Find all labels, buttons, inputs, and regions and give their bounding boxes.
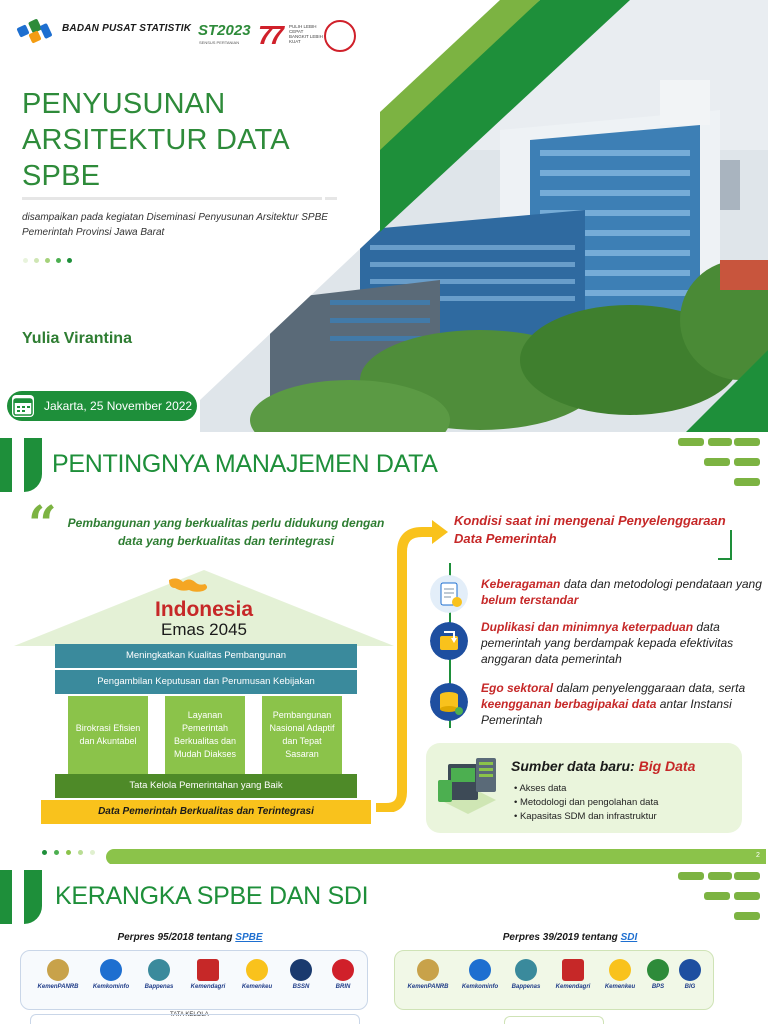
agency-label: KemenPANRB bbox=[37, 984, 79, 990]
big-data-highlight: Big Data bbox=[638, 758, 696, 774]
agency-logo bbox=[33, 959, 83, 990]
importance-slide bbox=[0, 432, 768, 864]
condition-3-emph2: keengganan berbagipakai data bbox=[481, 697, 657, 711]
agency-logo bbox=[599, 959, 641, 990]
house-row-1: Meningkatkan Kualitas Pembangunan bbox=[55, 644, 357, 668]
agency-label: Kemkominfo bbox=[461, 984, 499, 990]
pillar-3: Pembangunan Nasional Adaptif dan Tepat Sasaran bbox=[262, 696, 342, 774]
condition-3-text: dalam penyelenggaraan data, serta bbox=[553, 681, 746, 695]
agency-label: Kemenkeu bbox=[241, 984, 273, 990]
agency-label: Kemenkeu bbox=[604, 984, 636, 990]
tata-kelola-label: TATA KELOLA bbox=[170, 1012, 209, 1018]
section-bar-accent bbox=[24, 870, 42, 924]
cover-subtitle: disampaikan pada kegiatan Diseminasi Penyusunan Arsitektur SPBE Pemerintah Provinsi Jawa Barat bbox=[22, 212, 328, 238]
agency-label: KemenPANRB bbox=[407, 984, 449, 990]
calendar-icon bbox=[12, 395, 34, 417]
kemenkeu-icon bbox=[609, 959, 631, 981]
agency-logo bbox=[505, 959, 547, 990]
database-icon bbox=[430, 683, 468, 721]
agency-label: BPS bbox=[651, 984, 665, 990]
spbe-caption bbox=[90, 932, 290, 943]
condition-1 bbox=[481, 576, 768, 608]
condition-2-text: data pemerintah yang berdampak kepada efektivitas anggaran data pemerintah bbox=[481, 620, 734, 666]
garuda-icon bbox=[417, 959, 439, 981]
agency-label: BIG bbox=[684, 984, 696, 990]
agency-logo bbox=[325, 959, 361, 990]
ri77-logo: 77 bbox=[258, 20, 281, 50]
house-row-2: Pengambilan Keputusan dan Perumusan Kebijakan bbox=[55, 670, 357, 694]
condition-1-emph: Keberagaman bbox=[481, 577, 561, 591]
title-divider-end bbox=[325, 197, 337, 200]
kemenkeu-icon bbox=[246, 959, 268, 981]
agency-logo bbox=[137, 959, 181, 990]
agency-label: Kemendagri bbox=[190, 984, 226, 990]
big-icon bbox=[679, 959, 701, 981]
sdi-caption bbox=[470, 932, 670, 943]
spbe-agency-panel bbox=[20, 950, 368, 1010]
condition-1-emph2: belum terstandar bbox=[481, 593, 579, 607]
duplicate-folder-icon bbox=[430, 622, 468, 660]
condition-3 bbox=[481, 680, 768, 728]
big-data-title bbox=[511, 758, 695, 774]
st-mark-icon bbox=[674, 866, 764, 930]
agency-label: Kemkominfo bbox=[92, 984, 130, 990]
tata-kelola-box bbox=[30, 1014, 360, 1024]
framework-slide bbox=[0, 864, 768, 1024]
quote-icon: “ bbox=[28, 494, 57, 553]
agency-logo bbox=[457, 959, 503, 990]
cover-slide bbox=[0, 0, 768, 432]
kominfo-icon bbox=[469, 959, 491, 981]
big-data-list bbox=[514, 782, 658, 824]
section-bar-accent bbox=[24, 438, 42, 492]
agency-logo bbox=[675, 959, 705, 990]
page-number: 2 bbox=[756, 852, 760, 859]
ri77-tagline: PULIH LEBIH CEPAT BANGKIT LEBIH KUAT bbox=[289, 24, 323, 44]
agency-label: BSSN bbox=[292, 984, 310, 990]
org-name: BADAN PUSAT STATISTIK bbox=[62, 23, 192, 34]
agency-label: Kemendagri bbox=[555, 984, 591, 990]
big-data-item: • Akses data bbox=[514, 782, 658, 796]
big-data-server-icon bbox=[432, 750, 504, 824]
kemendagri-icon bbox=[562, 959, 584, 981]
slide-title: KERANGKA SPBE DAN SDI bbox=[55, 882, 369, 910]
agency-logo bbox=[403, 959, 453, 990]
section-bar bbox=[0, 438, 12, 492]
bappenas-icon bbox=[515, 959, 537, 981]
st2023-subtext: SENSUS PERTANIAN bbox=[199, 40, 240, 45]
condition-heading: Kondisi saat ini mengenai Penyelenggaraan Data Pemerintah bbox=[454, 513, 726, 546]
agency-logo bbox=[183, 959, 233, 990]
sdi-agency-panel bbox=[394, 950, 714, 1010]
garuda-icon bbox=[47, 959, 69, 981]
seal-icon bbox=[324, 20, 356, 52]
big-data-item: • Metodologi dan pengolahan data bbox=[514, 796, 658, 810]
condition-3-emph: Ego sektoral bbox=[481, 681, 554, 695]
condition-2 bbox=[481, 619, 768, 667]
agency-label: Bappenas bbox=[144, 984, 174, 990]
decorative-dots bbox=[23, 258, 72, 263]
quote-text: Pembangunan yang berkualitas perlu didukung dengan data yang berkualitas dan terintegrasi bbox=[67, 516, 385, 548]
agency-logo bbox=[643, 959, 673, 990]
bssn-icon bbox=[290, 959, 312, 981]
st-mark-icon bbox=[674, 432, 764, 496]
heading-bracket bbox=[718, 530, 732, 560]
big-data-item: • Kapasitas SDM dan infrastruktur bbox=[514, 810, 658, 824]
kemendagri-icon bbox=[197, 959, 219, 981]
cover-title: PENYUSUNAN ARSITEKTUR DATA SPBE bbox=[22, 88, 289, 192]
agency-label: BRIN bbox=[335, 984, 351, 990]
agency-label: Bappenas bbox=[511, 984, 541, 990]
presentation-date: Jakarta, 25 November 2022 bbox=[44, 399, 193, 413]
section-bar bbox=[0, 870, 12, 924]
title-divider bbox=[22, 197, 322, 200]
sdi-caption-text: Perpres 39/2019 tentang bbox=[502, 932, 621, 943]
condition-2-emph: Duplikasi dan minimnya keterpaduan bbox=[481, 620, 694, 634]
condition-1-text: data dan metodologi pendataan yang bbox=[560, 577, 762, 591]
pillar-2: Layanan Pemerintah Berkualitas dan Mudah Diakses bbox=[165, 696, 245, 774]
bps-logo-icon bbox=[14, 14, 58, 50]
big-data-label: Sumber data baru: bbox=[511, 758, 639, 774]
author-name: Yulia Virantina bbox=[22, 330, 132, 347]
agency-logo bbox=[235, 959, 279, 990]
house-base: Tata Kelola Pemerintahan yang Baik bbox=[55, 774, 357, 798]
bappenas-icon bbox=[148, 959, 170, 981]
kominfo-icon bbox=[100, 959, 122, 981]
sdi-box bbox=[504, 1016, 604, 1024]
agency-logo bbox=[87, 959, 135, 990]
sdi-caption-highlight: SDI bbox=[620, 932, 638, 943]
st2023-logo: ST2023 bbox=[198, 22, 251, 39]
footer-dots bbox=[42, 850, 95, 855]
slide-title: PENTINGNYA MANAJEMEN DATA bbox=[52, 450, 438, 478]
pillar-1: Birokrasi Efisien dan Akuntabel bbox=[68, 696, 148, 774]
bps-icon bbox=[647, 959, 669, 981]
agency-logo bbox=[549, 959, 597, 990]
document-check-icon bbox=[430, 575, 468, 613]
brin-icon bbox=[332, 959, 354, 981]
house-foundation: Data Pemerintah Berkualitas dan Terintegrasi bbox=[41, 800, 371, 824]
spbe-caption-highlight: SPBE bbox=[235, 932, 263, 943]
house-subtitle: Emas 2045 bbox=[161, 620, 247, 639]
footer-bar bbox=[106, 849, 766, 864]
house-title: Indonesia bbox=[154, 598, 254, 621]
condition-3-text2: antar Instansi Pemerintah bbox=[481, 697, 732, 727]
agency-logo bbox=[283, 959, 319, 990]
spbe-caption-text: Perpres 95/2018 tentang bbox=[117, 932, 236, 943]
